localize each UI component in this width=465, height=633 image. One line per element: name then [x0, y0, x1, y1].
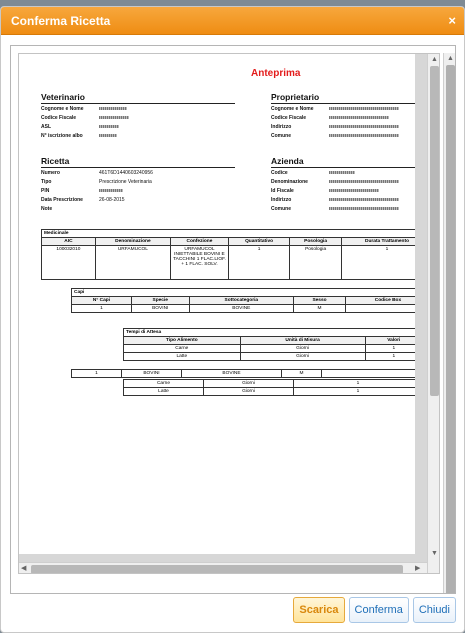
dialog-buttons: [293, 597, 456, 623]
proprietario-field: Cognome e Nome: [271, 106, 399, 112]
conferma-button[interactable]: Conferma: [349, 597, 409, 623]
col-header: Tipo Alimento: [124, 337, 241, 345]
scroll-down-icon[interactable]: ▼: [431, 550, 438, 557]
col-header: Posologia: [290, 238, 342, 246]
col-header: Quantitativo: [228, 238, 289, 246]
azienda-field: Comune: [271, 206, 399, 212]
azienda-field: Indirizzo: [271, 197, 399, 203]
scroll-thumb[interactable]: [430, 66, 439, 396]
dialog-titlebar: [1, 7, 464, 35]
frame-vertical-scrollbar[interactable]: [443, 53, 456, 594]
table-row: 1 BOVINI BOVINE M: [72, 305, 416, 313]
section-ricetta-title: Ricetta: [41, 156, 70, 166]
col-header: Valori: [365, 337, 415, 345]
scroll-up-icon[interactable]: ▲: [431, 56, 438, 63]
veterinario-field: N° iscrizione albo: [41, 133, 117, 139]
preview-document: [19, 54, 415, 554]
medicinale-table: [41, 229, 415, 280]
viewer-vertical-scrollbar[interactable]: [427, 54, 440, 574]
preview-heading: Anteprima: [251, 68, 301, 79]
close-icon[interactable]: ×: [448, 13, 456, 28]
scarica-button[interactable]: Scarica: [293, 597, 344, 623]
col-header: Denominazione: [95, 238, 170, 246]
section-veterinario-title: Veterinario: [41, 92, 85, 102]
table-row: 1 BOVINI BOVINE M: [72, 370, 416, 378]
proprietario-field: Comune: [271, 133, 399, 139]
azienda-field: Codice: [271, 170, 355, 176]
section-azienda-title: Azienda: [271, 156, 304, 166]
table-row: Latte Giorni 1: [124, 388, 416, 396]
col-header: Confezione: [170, 238, 228, 246]
ricetta-tipo: Tipo Prescrizione Veterinaria: [41, 179, 152, 185]
col-header: Durata Trattamento: [342, 238, 415, 246]
medicinale-title: Medicinale: [42, 230, 416, 238]
divider: [271, 103, 415, 104]
col-header: Specie: [131, 297, 189, 305]
confirm-recipe-dialog: [0, 6, 465, 633]
table-row: Carne Giorni 1: [124, 380, 416, 388]
col-header: N° Capi: [72, 297, 132, 305]
tempi-title: Tempi di Attesa: [124, 329, 416, 337]
scroll-thumb[interactable]: [31, 565, 403, 574]
ricetta-data: Data Prescrizione 26-08-2015: [41, 197, 125, 203]
table-row: Latte Giorni 1: [124, 353, 416, 361]
proprietario-field: Codice Fiscale: [271, 115, 389, 121]
divider: [41, 167, 235, 168]
tempi-attesa-table-continued: [123, 379, 415, 396]
tempi-attesa-table: [123, 328, 415, 361]
ricetta-pin: PIN: [41, 188, 123, 194]
preview-frame: [10, 45, 456, 594]
capi-table: [71, 288, 415, 313]
ricetta-note: Note: [41, 206, 53, 212]
table-row: 100032010 URFAMUCOL URFAMUCOL INIETTABILE BOVINI E TACCHINI 1 FLAC.LIOF. + 1 FLAC. SOLV. 1 Posologia 1: [42, 246, 416, 280]
chiudi-button[interactable]: Chiudi: [413, 597, 456, 623]
azienda-field: Id Fiscale: [271, 188, 379, 194]
veterinario-field: Cognome e Nome: [41, 106, 127, 112]
capi-title: Capi: [72, 289, 416, 297]
dialog-title: Conferma Ricetta: [11, 13, 111, 28]
scroll-left-icon[interactable]: ◀: [21, 565, 27, 572]
ricetta-numero: Numero 461T6D1440603240956: [41, 170, 153, 176]
col-header: Sottocategoria: [189, 297, 294, 305]
scroll-right-icon[interactable]: ▶: [415, 565, 421, 572]
col-header: Unità di Misura: [240, 337, 365, 345]
veterinario-field: Codice Fiscale: [41, 115, 129, 121]
document-viewer[interactable]: [18, 53, 440, 574]
azienda-field: Denominazione: [271, 179, 399, 185]
proprietario-field: Indirizzo: [271, 124, 399, 130]
section-proprietario-title: Proprietario: [271, 92, 320, 102]
divider: [271, 167, 415, 168]
col-header: Codice Box: [345, 297, 415, 305]
col-header: AIC: [42, 238, 96, 246]
col-header: Sesso: [294, 297, 346, 305]
divider: [41, 103, 235, 104]
scroll-up-icon[interactable]: ▲: [447, 55, 454, 62]
viewer-horizontal-scrollbar[interactable]: [19, 562, 427, 574]
table-row: Carne Giorni 1: [124, 345, 416, 353]
veterinario-field: ASL: [41, 124, 119, 130]
scroll-thumb[interactable]: [446, 65, 455, 594]
capi-table-continued: [71, 369, 415, 378]
